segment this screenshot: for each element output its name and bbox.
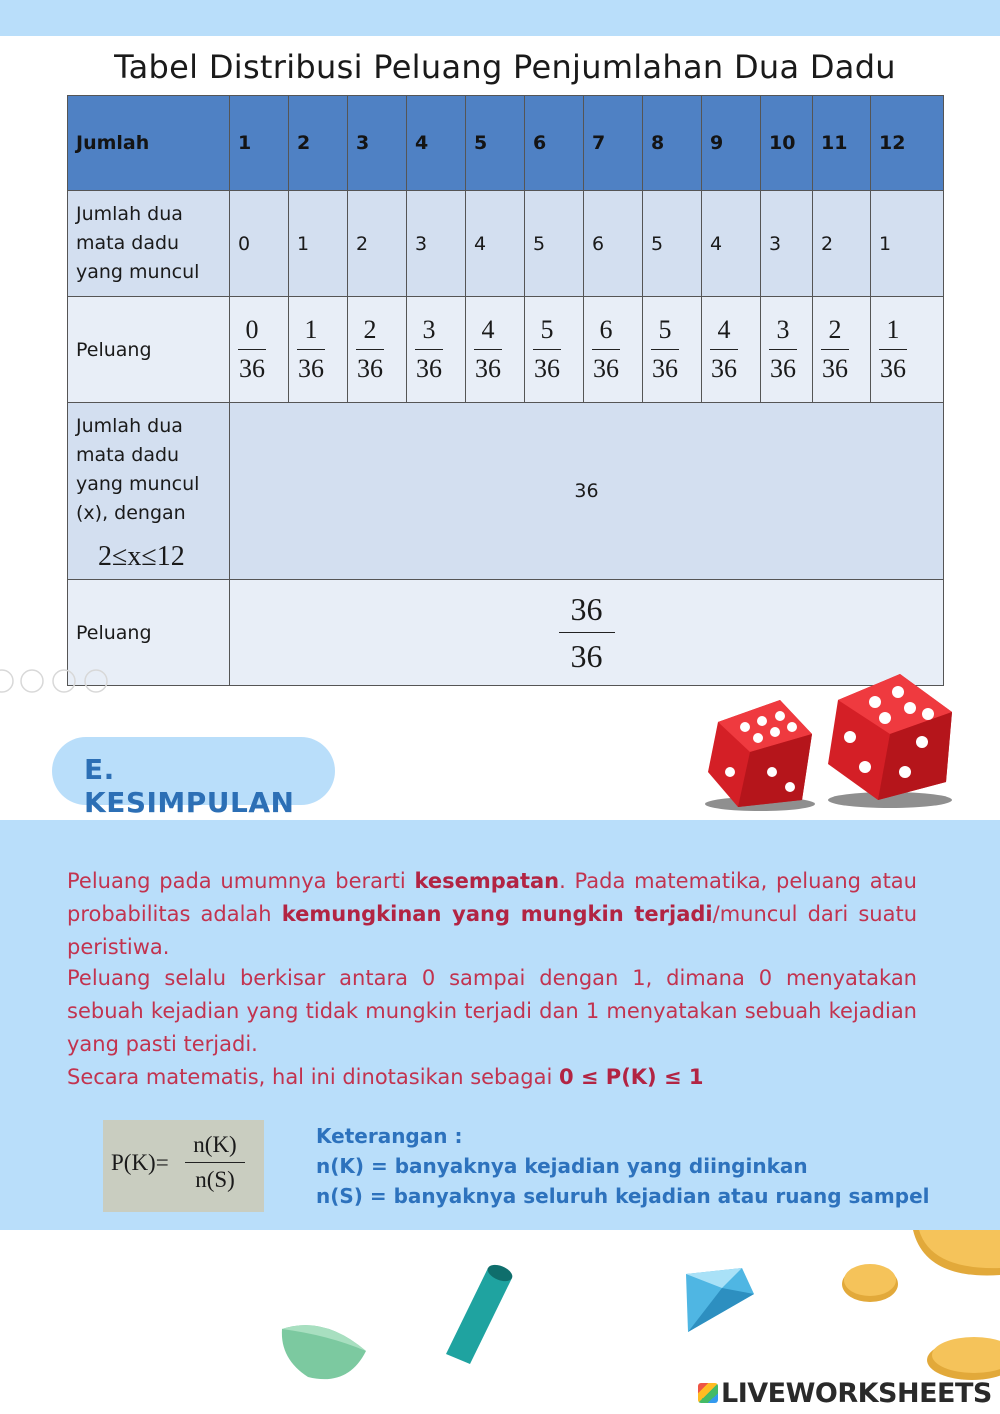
keterangan-line-1: n(K) = banyaknya kejadian yang diinginkan: [316, 1154, 808, 1178]
fraction-denominator: 36: [239, 354, 265, 383]
conclusion-paragraph-2: Peluang selalu berkisar antara 0 sampai dengan 1, dimana 0 menyatakan sebuah kejadian yang tidak mungkin terjadi dan 1 menyatakan sebuah kejadian yang pasti terjadi.: [67, 966, 917, 1056]
fraction-numerator: 6: [599, 315, 613, 344]
header-sum-cell: 9: [702, 96, 761, 191]
count-cell: 4: [466, 191, 525, 297]
fraction-numerator: 2: [363, 315, 377, 344]
fraction-denominator: 36: [298, 354, 324, 383]
coin-icon: [922, 1330, 1000, 1382]
text: Peluang pada umumnya berarti: [67, 869, 415, 893]
count-cell: 0: [230, 191, 289, 297]
fraction-numerator: 3: [776, 315, 790, 344]
fraction-denominator: 36: [770, 354, 796, 383]
fraction-numerator: 4: [481, 315, 495, 344]
fraction-numerator: 1: [304, 315, 318, 344]
fraction-bar: [474, 349, 502, 350]
fraction-denominator: 36: [475, 354, 501, 383]
copy-icon: [21, 670, 43, 692]
prob-cell: [466, 297, 525, 403]
fraction-numerator: 2: [828, 315, 842, 344]
prob-fraction: [710, 315, 738, 384]
fraction-denominator: 36: [652, 354, 678, 383]
fraction-bar: [297, 349, 325, 350]
count-cell: 5: [525, 191, 584, 297]
table-row-counts: [68, 191, 944, 297]
text: . Pada matematika, peluang atau probabilitas adalah: [67, 869, 917, 926]
emphasis: kemungkinan yang mungkin terjadi: [281, 902, 713, 926]
prob-fraction: [769, 315, 797, 384]
dice-icon: [700, 672, 970, 817]
emphasis: 0 ≤ P(K) ≤ 1: [558, 1065, 704, 1089]
label-line: yang muncul: [76, 261, 200, 283]
fraction-bar: [592, 349, 620, 350]
header-sum-cell: 8: [643, 96, 702, 191]
prob-fraction: [651, 315, 679, 384]
fraction-bar: [821, 349, 849, 350]
prob-fraction: [879, 315, 907, 384]
prob-cell: [407, 297, 466, 403]
header-sum-cell: 6: [525, 96, 584, 191]
probability-formula: [103, 1120, 264, 1212]
fraction-denominator: 36: [880, 354, 906, 383]
count-cell: 6: [584, 191, 643, 297]
prob-cell: [525, 297, 584, 403]
total-value: 36: [230, 403, 944, 580]
prob-cell: [761, 297, 813, 403]
header-label: Jumlah: [68, 96, 230, 191]
prob-fraction: [821, 315, 849, 384]
fraction-denominator: 36: [593, 354, 619, 383]
fraction-bar: [559, 632, 615, 633]
fraction-denominator: 36: [570, 638, 603, 674]
prob-fraction: [415, 315, 443, 384]
total-condition: 2≤x≤12: [98, 540, 185, 572]
distribution-table: [67, 95, 944, 686]
fraction-bar: [415, 349, 443, 350]
prob-cell: [230, 297, 289, 403]
conclusion-paragraph-3: [67, 1061, 917, 1094]
prob-fraction: [474, 315, 502, 384]
count-label: [68, 191, 230, 297]
more-icon: [85, 670, 107, 692]
prob-cell: [702, 297, 761, 403]
total-prob-label: Peluang: [68, 580, 230, 686]
keterangan-heading: Keterangan :: [316, 1124, 463, 1148]
header-sum-cell: 5: [466, 96, 525, 191]
emphasis: kesempatan: [414, 869, 560, 893]
fraction-bar: [533, 349, 561, 350]
prob-cell: [289, 297, 348, 403]
count-cell: 4: [702, 191, 761, 297]
brand-watermark: [698, 1378, 992, 1409]
zoom-icon: [53, 670, 75, 692]
fraction-bar: [651, 349, 679, 350]
keterangan-line-2: n(S) = banyaknya seluruh kejadian atau ruang sampel: [316, 1184, 930, 1208]
prob-cell: [584, 297, 643, 403]
label-line: mata dadu: [76, 443, 180, 466]
prob-fraction: [238, 315, 266, 384]
fraction-numerator: 1: [886, 315, 900, 344]
text: /muncul dari suatu peristiwa.: [67, 902, 918, 959]
brand-logo-icon: [698, 1383, 718, 1403]
prob-fraction: [356, 315, 384, 384]
count-cell: 1: [871, 191, 944, 297]
cylinder-icon: [440, 1260, 520, 1370]
table-header-row: [68, 96, 944, 191]
count-cell: 3: [761, 191, 813, 297]
toolbar-ghost-icons: [0, 668, 115, 696]
header-sum-cell: 7: [584, 96, 643, 191]
formula-numerator: n(K): [193, 1132, 237, 1157]
conclusion-paragraph-1: [67, 865, 917, 964]
fraction-numerator: 5: [658, 315, 672, 344]
fraction-denominator: 36: [416, 354, 442, 383]
label-line: Jumlah dua: [76, 203, 183, 225]
fraction-numerator: 4: [717, 315, 731, 344]
header-sum-cell: 11: [813, 96, 871, 191]
top-banner: [0, 0, 1000, 36]
count-cell: 1: [289, 191, 348, 297]
table-row-total: [68, 403, 944, 580]
page-title: Tabel Distribusi Peluang Penjumlahan Dua Dadu: [114, 48, 896, 86]
edit-icon: [0, 670, 13, 692]
fraction-denominator: 36: [822, 354, 848, 383]
prob-label: Peluang: [68, 297, 230, 403]
count-cell: 3: [407, 191, 466, 297]
fraction-bar: [879, 349, 907, 350]
prob-cell: [871, 297, 944, 403]
fraction-denominator: 36: [711, 354, 737, 383]
total-prob-fraction: [559, 589, 615, 676]
fraction-denominator: 36: [534, 354, 560, 383]
section-heading-pill: [52, 737, 335, 819]
label-line: mata dadu: [76, 232, 180, 254]
label-line: Jumlah dua: [76, 414, 183, 437]
count-cell: 5: [643, 191, 702, 297]
fraction-numerator: 0: [245, 315, 259, 344]
fraction-denominator: 36: [357, 354, 383, 383]
header-sum-cell: 3: [348, 96, 407, 191]
label-line: (x), dengan: [76, 501, 186, 524]
fraction-bar: [710, 349, 738, 350]
header-sum-cell: 2: [289, 96, 348, 191]
prob-fraction: [592, 315, 620, 384]
prob-cell: [813, 297, 871, 403]
section-heading: E. KESIMPULAN: [84, 753, 295, 819]
fraction-numerator: 36: [570, 591, 603, 627]
fraction-bar: [185, 1162, 245, 1163]
table-row-total-probability: [68, 580, 944, 686]
fraction-numerator: 5: [540, 315, 554, 344]
label-line: yang muncul: [76, 472, 200, 495]
prob-fraction: [533, 315, 561, 384]
count-cell: 2: [348, 191, 407, 297]
diamond-icon: [682, 1264, 757, 1336]
brand-name: LIVEWORKSHEETS: [721, 1378, 992, 1409]
hemisphere-icon: [278, 1315, 370, 1387]
header-sum-cell: 12: [871, 96, 944, 191]
count-cell: 2: [813, 191, 871, 297]
header-sum-cell: 4: [407, 96, 466, 191]
formula-denominator: n(S): [195, 1167, 235, 1192]
prob-cell: [643, 297, 702, 403]
table-row-probabilities: [68, 297, 944, 403]
formula-lhs: P(K)=: [111, 1150, 169, 1175]
fraction-bar: [769, 349, 797, 350]
total-prob-cell: [230, 580, 944, 686]
fraction-bar: [238, 349, 266, 350]
formula-fraction: [185, 1130, 245, 1195]
prob-fraction: [297, 315, 325, 384]
prob-cell: [348, 297, 407, 403]
coin-icon: [905, 1230, 1000, 1285]
text: Secara matematis, hal ini dinotasikan sebagai: [67, 1065, 559, 1089]
fraction-bar: [356, 349, 384, 350]
header-sum-cell: 10: [761, 96, 813, 191]
fraction-numerator: 3: [422, 315, 436, 344]
header-sum-cell: 1: [230, 96, 289, 191]
coin-icon: [840, 1260, 900, 1304]
total-label: [68, 403, 230, 580]
